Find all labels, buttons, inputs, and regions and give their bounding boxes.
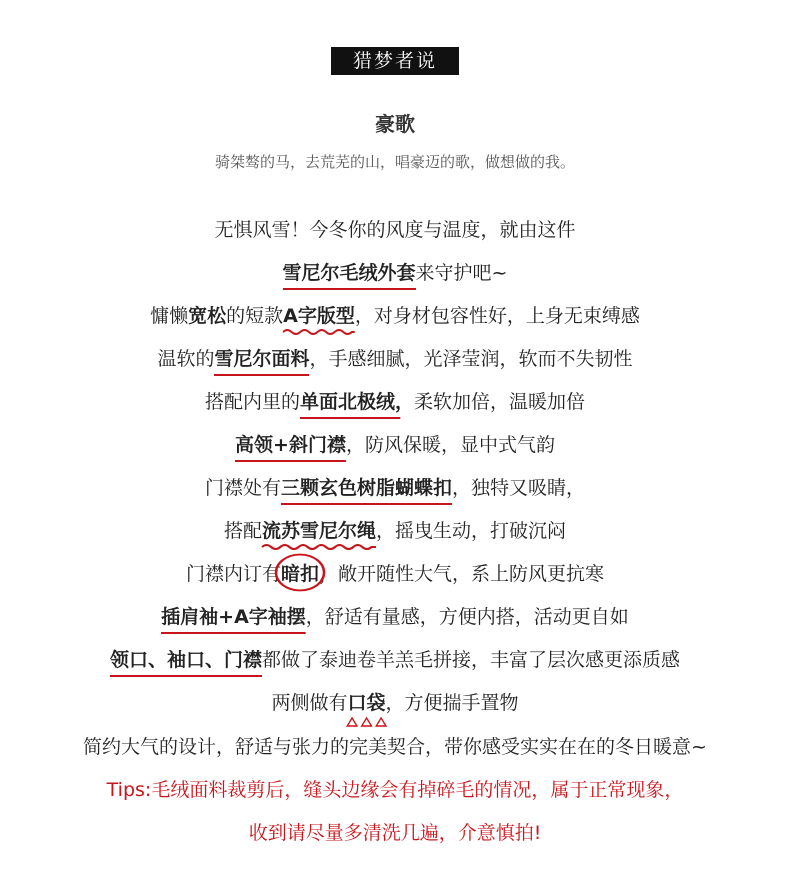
underline-mark — [300, 414, 414, 422]
highlight-tassel — [262, 516, 376, 543]
highlight-a-shape — [283, 301, 355, 328]
highlight-sleeves — [161, 602, 306, 629]
underline-mark — [283, 285, 416, 293]
line-4-rest: ，手感细腻，光泽莹润，软而不失韧性 — [309, 348, 633, 370]
line-12-rest: ，方便揣手置物 — [385, 692, 519, 714]
triangle-marks — [345, 717, 389, 727]
highlight-hidden-button — [281, 559, 319, 586]
line-3-loose: 宽松 — [188, 305, 227, 327]
line-3-a: 慵懒 — [150, 305, 189, 327]
line-9-rest: ，敞开随性大气，系上防风更抗寒 — [319, 563, 605, 585]
text-line-3 — [0, 301, 790, 328]
line-3-c: 的短款 — [226, 305, 284, 327]
text-line-12 — [0, 688, 790, 715]
product-name: 雪尼尔毛绒外套 — [282, 262, 416, 284]
circle-mark — [275, 553, 325, 592]
highlight-fabric — [214, 344, 309, 371]
line-8-rest: ，摇曳生动，打破沉闷 — [376, 520, 567, 542]
line-9-hidden-button: 暗扣 — [280, 563, 319, 585]
line-6-collar: 高领+斜门襟 — [235, 434, 346, 456]
highlight-trims — [110, 645, 262, 672]
underline-mark — [110, 672, 262, 680]
text-line-11 — [0, 645, 790, 672]
line-12-pockets: 口袋 — [347, 692, 386, 714]
underline-mark — [235, 457, 346, 465]
underline-mark — [214, 371, 309, 379]
text-line-4 — [0, 344, 790, 371]
line-7-buttons: 三颗玄色树脂蝴蝶扣 — [280, 477, 452, 499]
line-10-sleeves: 插肩袖+A字袖摆 — [161, 606, 306, 628]
line-11-trims: 领口、袖口、门襟 — [109, 649, 262, 671]
wavy-underline-mark — [283, 328, 355, 336]
text-line-9 — [0, 559, 790, 586]
text-line-5 — [0, 387, 790, 414]
highlight-lining — [300, 387, 414, 414]
text-line-2 — [0, 258, 790, 285]
line-8-tassel: 流苏雪尼尔绳 — [261, 520, 376, 542]
line-6-rest: ，防风保暖，显中式气韵 — [345, 434, 555, 456]
text-line-13 — [0, 732, 790, 759]
line-5-a: 搭配内里的 — [204, 391, 300, 413]
header-label: 猎梦者说 — [331, 47, 459, 75]
line-12-a: 两侧做有 — [271, 692, 348, 714]
line-8-a: 搭配 — [223, 520, 262, 542]
tips-line-2: 收到请尽量多清洗几遍，介意慎拍! — [248, 822, 542, 844]
line-3-rest: ，对身材包容性好，上身无束缚感 — [354, 305, 640, 327]
text-line-8 — [0, 516, 790, 543]
highlight-buttons — [281, 473, 452, 500]
text-line-10 — [0, 602, 790, 629]
highlight-pockets — [347, 688, 385, 715]
highlight-collar — [235, 430, 346, 457]
line-1-text: 无惧风雪！今冬你的风度与温度，就由这件 — [214, 219, 576, 241]
line-7-a: 门襟处有 — [204, 477, 281, 499]
underline-mark — [161, 629, 306, 637]
underline-mark — [281, 500, 452, 508]
highlight-product — [283, 258, 416, 285]
subtitle: 骑桀骜的马，去荒芜的山，唱豪迈的歌，做想做的我。 — [214, 153, 575, 171]
wavy-underline-mark — [262, 543, 376, 551]
line-2-rest: 来守护吧~ — [415, 262, 508, 284]
text-line-1 — [0, 215, 790, 242]
line-5-rest: 柔软加倍，温暖加倍 — [414, 391, 586, 413]
line-11-rest: 都做了泰迪卷羊羔毛拼接，丰富了层次感更添质感 — [262, 649, 681, 671]
text-line-6 — [0, 430, 790, 457]
line-7-rest: ，独特又吸睛， — [452, 477, 586, 499]
line-4-a: 温软的 — [157, 348, 215, 370]
page-title: 豪歌 — [375, 112, 415, 136]
line-13-text: 简约大气的设计，舒适与张力的完美契合，带你感受实实在在的冬日暖意~ — [83, 736, 707, 758]
tips-line-1: Tips:毛绒面料裁剪后，缝头边缘会有掉碎毛的情况，属于正常现象， — [106, 779, 684, 801]
line-4-fabric: 雪尼尔面料 — [214, 348, 310, 370]
line-3-a-shape: A字版型 — [283, 305, 355, 327]
line-10-rest: ，舒适有量感，方便内搭，活动更自如 — [305, 606, 629, 628]
line-9-a: 门襟内订有 — [185, 563, 281, 585]
line-5-lining: 单面北极绒， — [299, 391, 414, 413]
text-line-7 — [0, 473, 790, 500]
